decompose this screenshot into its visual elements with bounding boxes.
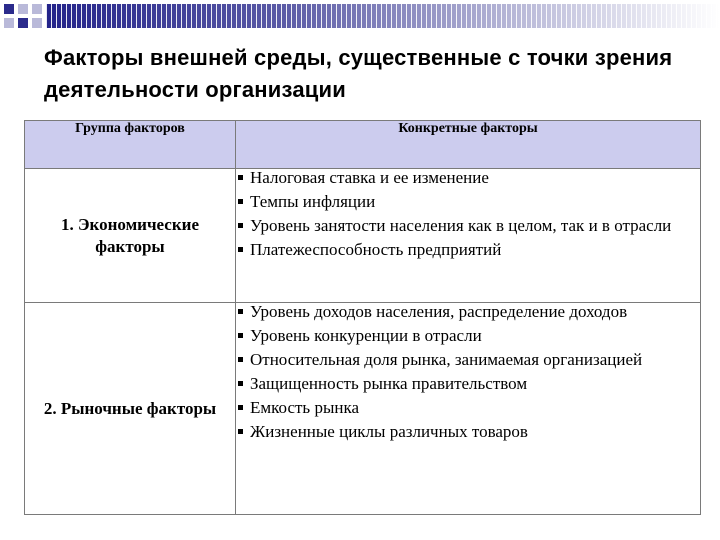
list-item: Уровень конкуренции в отрасли (236, 327, 700, 345)
list-item: Уровень занятости населения как в целом, так и в отрасли (236, 217, 700, 235)
factors-table (24, 120, 701, 515)
bullet-list (236, 303, 700, 441)
bullet-icon (238, 333, 243, 338)
group-economic: 1. Экономические факторы (25, 169, 236, 303)
table-row (25, 169, 701, 303)
header-factors: Конкретные факторы (236, 121, 701, 169)
decorative-header-band (0, 0, 720, 40)
list-item: Защищенность рынка правительством (236, 375, 700, 393)
items-economic (236, 169, 701, 303)
table-header-row (25, 121, 701, 169)
table-row (25, 303, 701, 515)
bullet-icon (238, 199, 243, 204)
decor-hatch (46, 4, 720, 28)
list-item: Относительная доля рынка, занимаемая организацией (236, 351, 700, 369)
list-item: Налоговая ставка и ее изменение (236, 169, 700, 187)
group-market: 2. Рыночные факторы (25, 303, 236, 515)
bullet-icon (238, 175, 243, 180)
bullet-icon (238, 309, 243, 314)
slide-title: Факторы внешней среды, существенные с точки зрения деятельности организации (44, 45, 673, 102)
list-item: Темпы инфляции (236, 193, 700, 211)
list-item: Платежеспособность предприятий (236, 241, 700, 259)
list-item: Жизненные циклы различных товаров (236, 423, 700, 441)
decor-square (4, 18, 14, 28)
bullet-icon (238, 429, 243, 434)
bullet-icon (238, 405, 243, 410)
list-item: Емкость рынка (236, 399, 700, 417)
decor-square (18, 4, 28, 14)
decor-square (32, 18, 42, 28)
bullet-icon (238, 357, 243, 362)
bullet-icon (238, 223, 243, 228)
decor-square (4, 4, 14, 14)
items-market (236, 303, 701, 515)
header-group: Группа факторов (25, 121, 236, 169)
decor-square (18, 18, 28, 28)
bullet-icon (238, 247, 243, 252)
decor-square (32, 4, 42, 14)
list-item: Уровень доходов населения, распределение доходов (236, 303, 700, 321)
bullet-icon (238, 381, 243, 386)
bullet-list (236, 169, 700, 259)
